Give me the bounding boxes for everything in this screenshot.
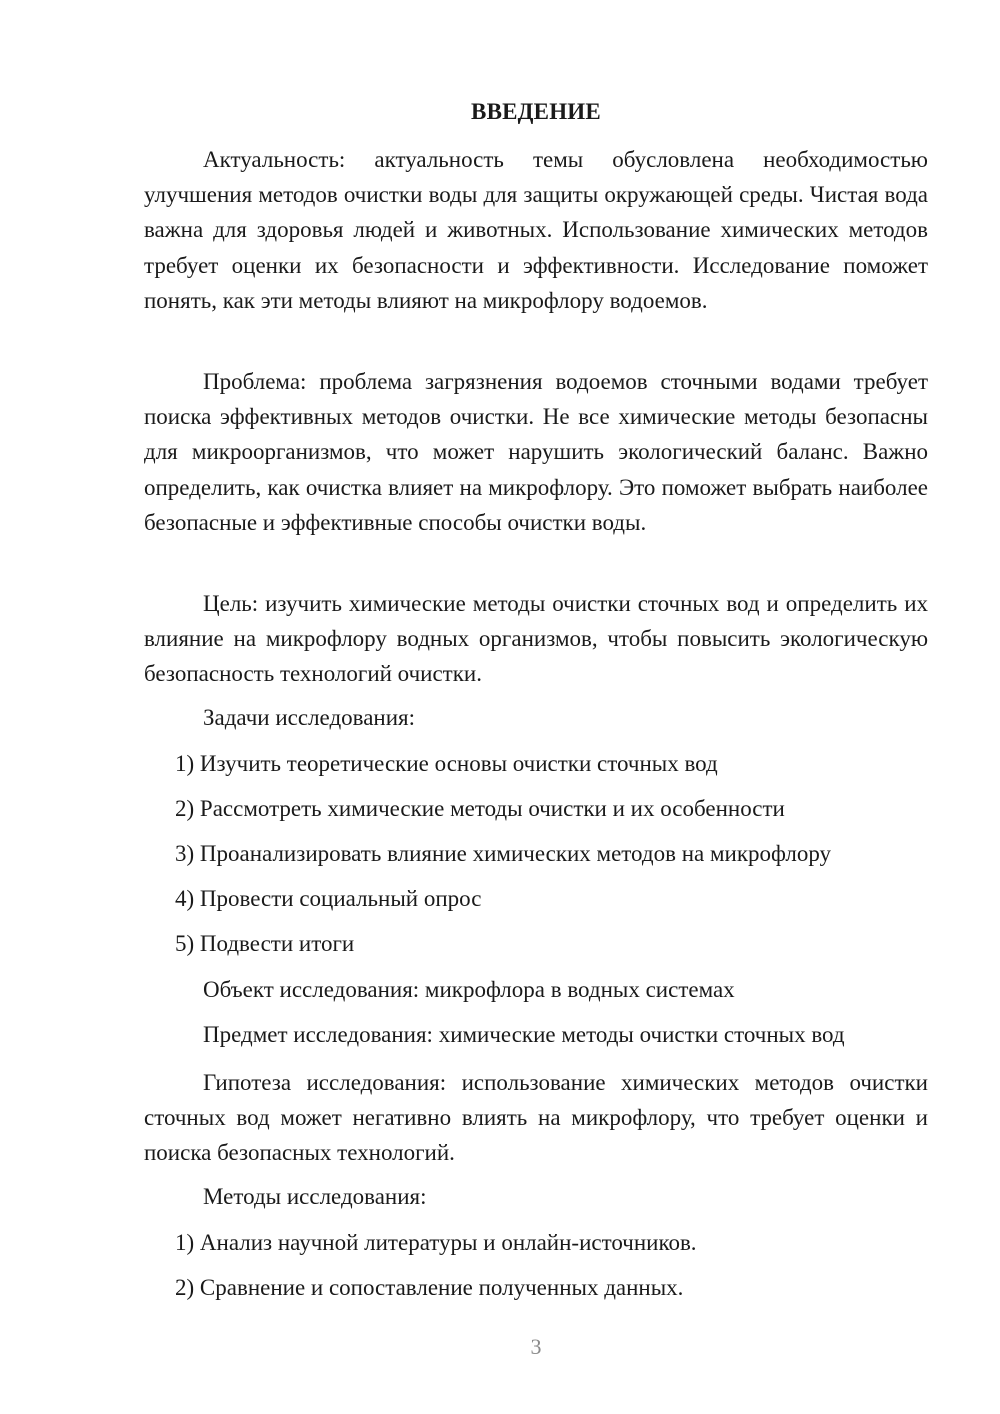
page-number: 3 — [530, 1334, 542, 1359]
task-item: 2) Рассмотреть химические методы очистки и их особенности — [175, 796, 785, 821]
hypothesis-paragraph: Гипотеза исследования: использование химических методов очистки сточных вод может негативно влиять на микрофлору, что требует оценки и поиска безопасных технологий. — [144, 1070, 928, 1166]
goal-paragraph: Цель: изучить химические методы очистки сточных вод и определить их влияние на микрофлору водных организмов, чтобы повысить экологическую безопасность технологий очистки. — [144, 591, 928, 687]
research-object: Объект исследования: микрофлора в водных системах — [203, 977, 735, 1002]
problem-paragraph: Проблема: проблема загрязнения водоемов сточными водами требует поиска эффективных методов очистки. Не все химические методы безопасны для микроорганизмов, что может нарушить экологический баланс. Важно определить, как очистка влияет на микрофлору. Это поможет выбрать наиболее безопасные и эффективные способы очистки воды. — [144, 369, 928, 535]
task-item: 4) Провести социальный опрос — [175, 886, 482, 911]
page-title: ВВЕДЕНИЕ — [471, 99, 601, 124]
relevance-paragraph: Актуальность: актуальность темы обусловлена необходимостью улучшения методов очистки воды для защиты окружающей среды. Чистая вода важна для здоровья людей и животных. Использование химических методов требует оценки их безопасности и эффективности. Исследование поможет понять, как эти методы влияют на микрофлору водоемов. — [144, 147, 928, 313]
method-item: 2) Сравнение и сопоставление полученных данных. — [175, 1275, 684, 1300]
research-subject: Предмет исследования: химические методы очистки сточных вод — [203, 1022, 845, 1047]
task-item: 1) Изучить теоретические основы очистки сточных вод — [175, 751, 718, 776]
method-item: 1) Анализ научной литературы и онлайн-источников. — [175, 1230, 697, 1255]
tasks-heading: Задачи исследования: — [203, 705, 416, 730]
task-item: 3) Проанализировать влияние химических методов на микрофлору — [175, 841, 832, 866]
task-item: 5) Подвести итоги — [175, 931, 355, 956]
methods-heading: Методы исследования: — [203, 1184, 427, 1209]
